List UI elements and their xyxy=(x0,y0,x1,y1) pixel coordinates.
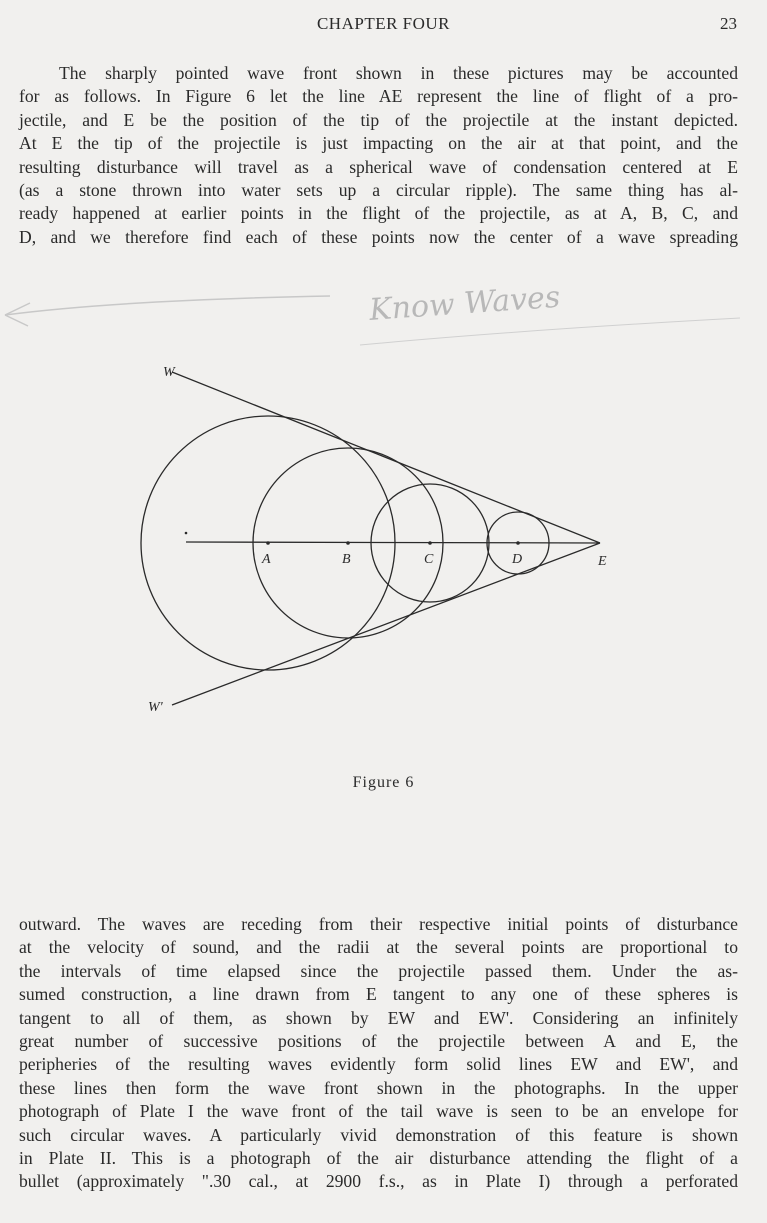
wave-front-line-EW-prime xyxy=(172,543,600,705)
text-line: bullet (approximately ".30 cal., at 2900 f.s., as in Plate I) through a perforated xyxy=(19,1171,738,1192)
point-D xyxy=(516,541,520,545)
label-C: C xyxy=(424,552,434,567)
text-line: D, and we therefore find each of these points now the center of a wave spreading xyxy=(19,226,738,247)
text-line: in Plate II. This is a photograph of the air disturbance attending the flight of a xyxy=(19,1147,738,1168)
running-title: CHAPTER FOUR xyxy=(316,14,451,33)
page-number: 23 xyxy=(720,14,737,33)
text-line: for as follows. In Figure 6 let the line AE represent the line of flight of a pro- xyxy=(19,86,738,107)
text-line: the intervals of time elapsed since the projectile passed them. Under the as- xyxy=(19,960,738,981)
text-line: great number of successive positions of the projectile between A and E, the xyxy=(19,1030,738,1051)
text-line: such circular waves. A particularly vivid demonstration of this feature is shown xyxy=(19,1124,738,1145)
paragraph-2 xyxy=(19,913,738,1194)
text-line: photograph of Plate I the wave front of the tail wave is seen to be an envelope for xyxy=(19,1101,738,1122)
text-line: The sharply pointed wave front shown in these pictures may be accounted xyxy=(59,63,738,83)
annotation-text: Know Waves xyxy=(368,279,562,328)
point-B xyxy=(346,541,350,545)
label-D: D xyxy=(512,552,523,567)
label-B: B xyxy=(342,552,351,567)
handwritten-annotation xyxy=(5,280,740,345)
point-mark xyxy=(185,532,188,535)
point-C xyxy=(428,541,432,545)
text-line: jectile, and E be the position of the tip of the projectile at the instant depicted. xyxy=(19,109,738,130)
figure-caption: Figure 6 xyxy=(352,774,415,791)
point-A xyxy=(266,541,270,545)
label-E: E xyxy=(598,554,607,569)
text-line: resulting disturbance will travel as a spherical wave of condensation centered at E xyxy=(19,156,738,177)
label-W-prime: W' xyxy=(148,700,163,715)
text-line: peripheries of the resulting waves evidently form solid lines EW and EW', and xyxy=(19,1054,738,1075)
flight-line xyxy=(186,542,600,543)
text-line: at the velocity of sound, and the radii at the several points are proportional to xyxy=(19,937,738,958)
text-line: ready happened at earlier points in the flight of the projectile, as at A, B, C, and xyxy=(19,203,738,224)
text-line: these lines then form the wave front shown in the photographs. In the upper xyxy=(19,1077,738,1098)
text-line: tangent to all of them, as shown by EW and EW'. Considering an infinitely xyxy=(19,1007,738,1028)
label-A: A xyxy=(262,552,271,567)
text-line: At E the tip of the projectile is just impacting on the air at that point, and the xyxy=(19,133,738,154)
text-line: (as a stone thrown into water sets up a circular ripple). The same thing has al- xyxy=(19,179,738,200)
label-W: W xyxy=(163,365,175,380)
text-line: outward. The waves are receding from their respective initial points of disturbance xyxy=(19,914,738,934)
text-line: sumed construction, a line drawn from E tangent to any one of these spheres is xyxy=(19,984,738,1005)
